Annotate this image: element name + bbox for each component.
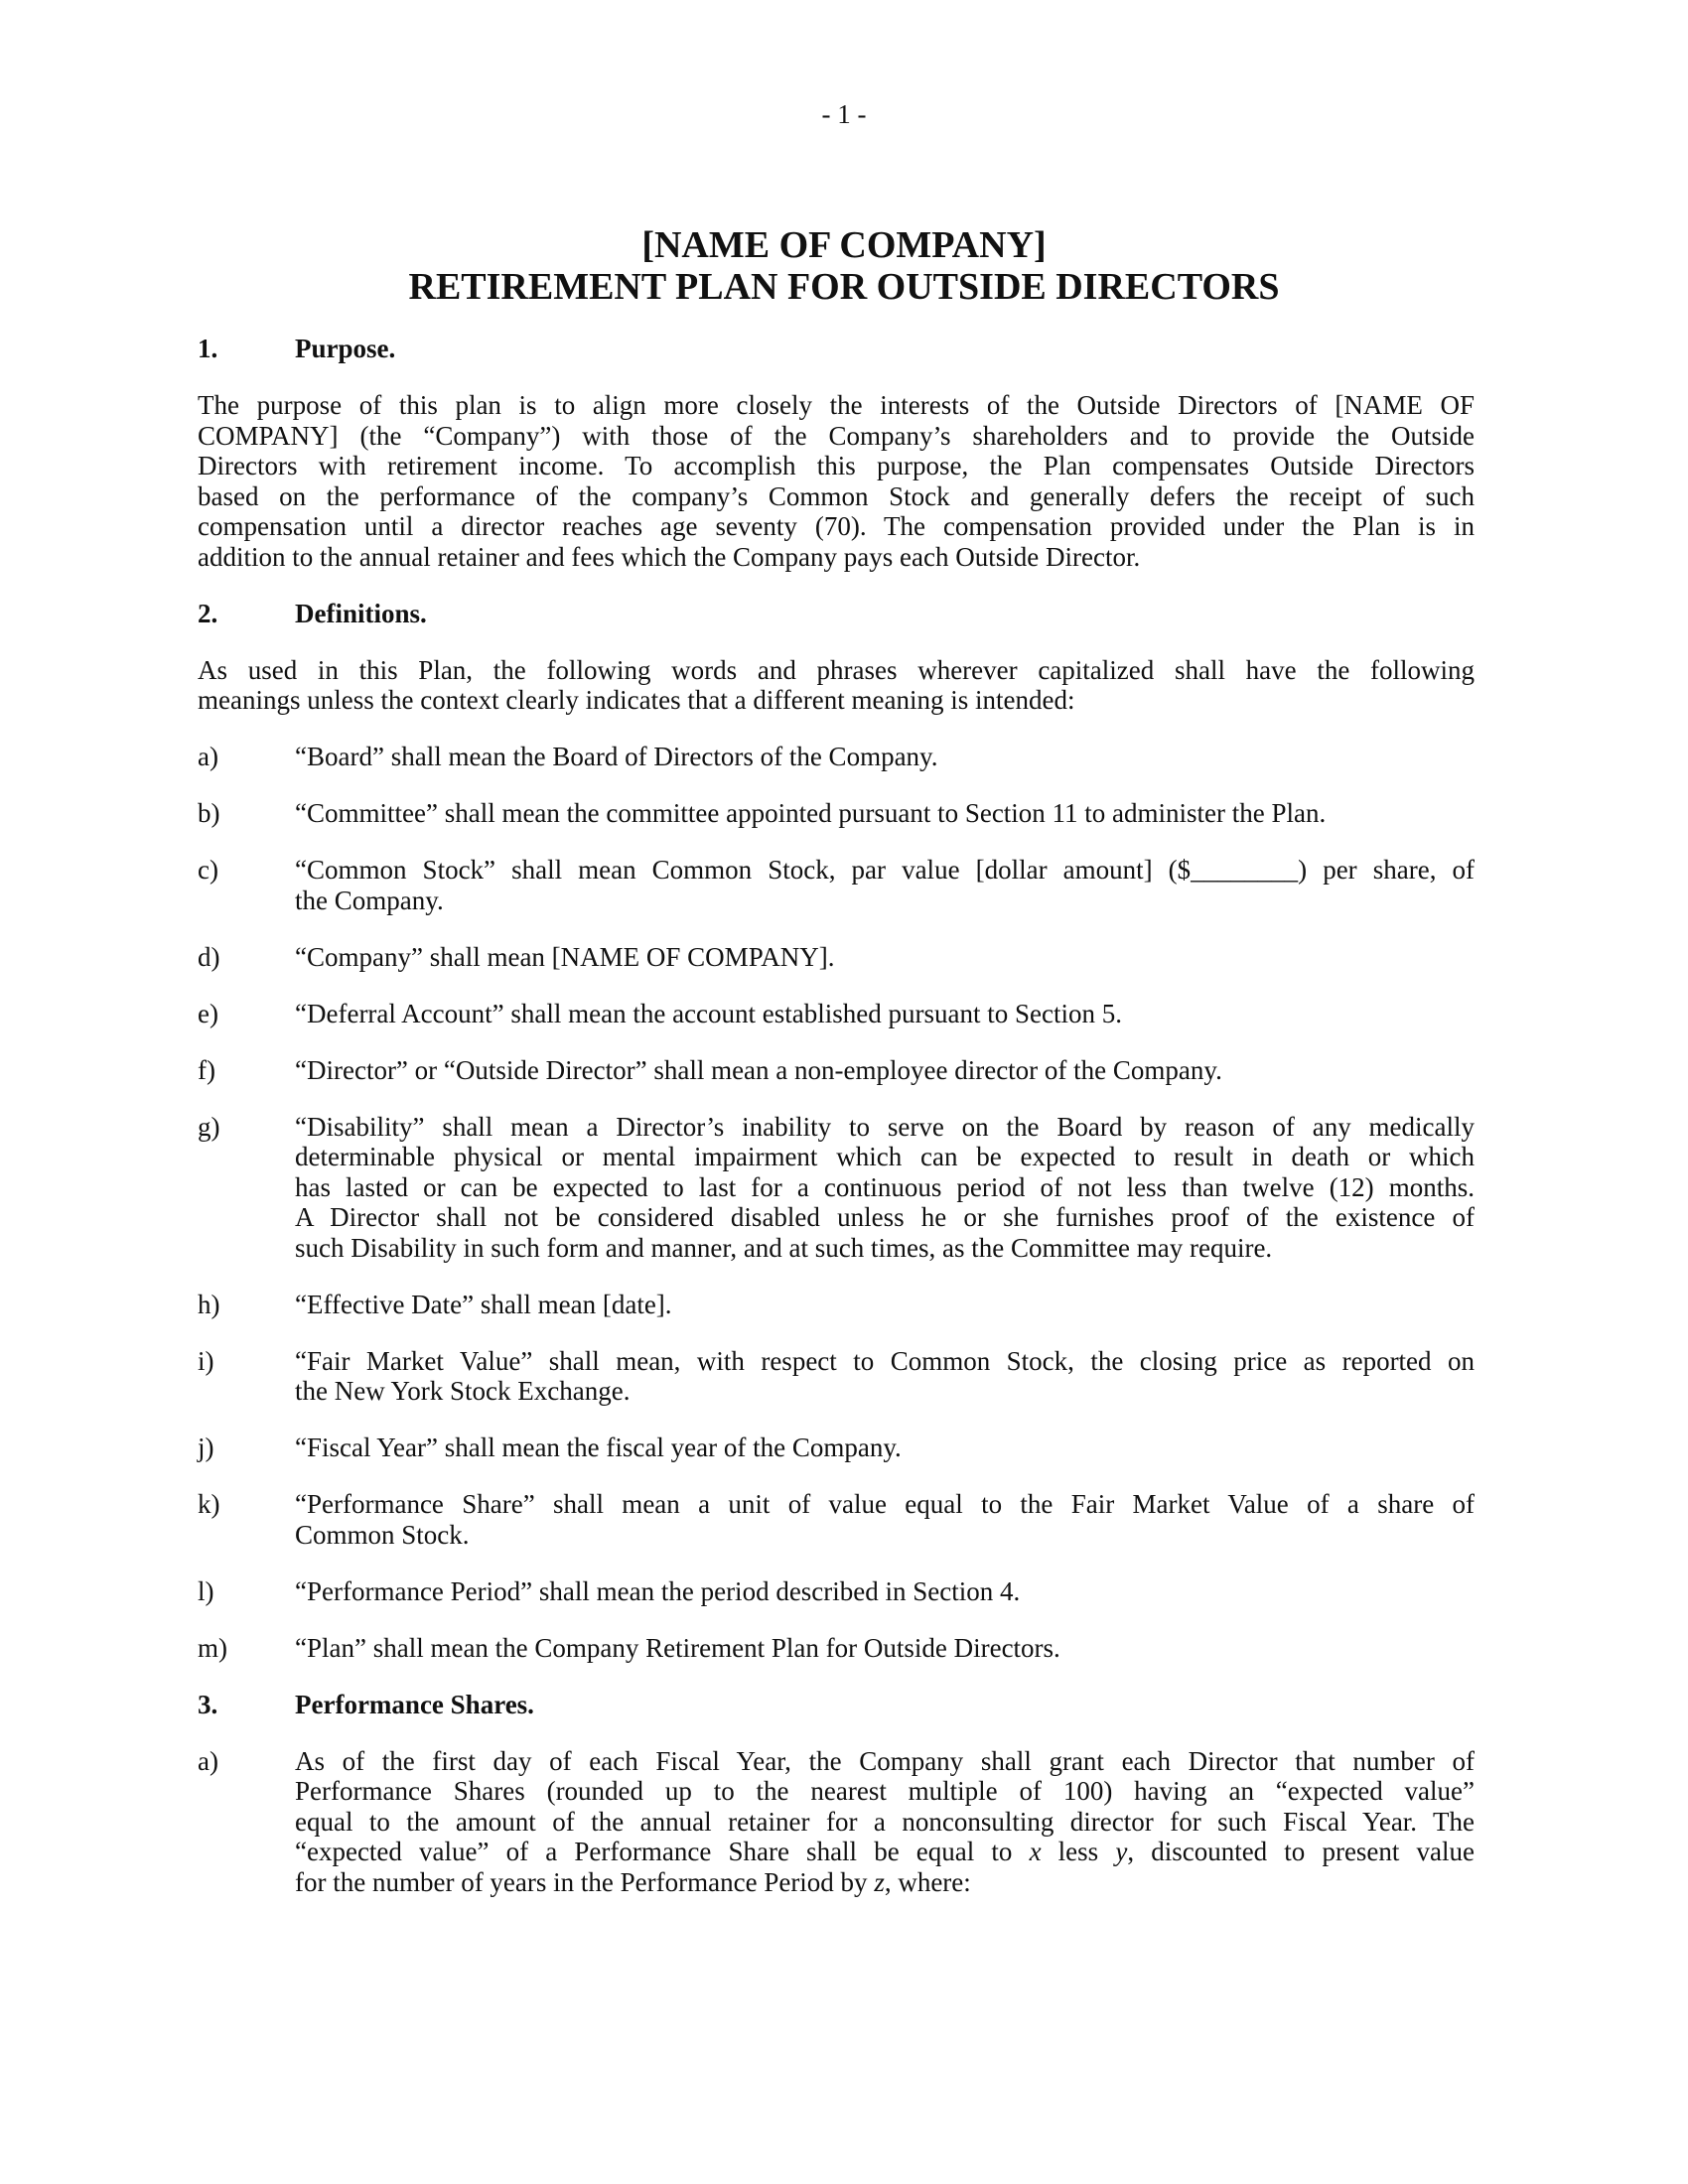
variable: x: [1029, 1837, 1042, 1866]
text-line: the New York Stock Exchange.: [295, 1376, 631, 1406]
text-line: compensation until a director reaches age seventy (70). The compensation provided under the Plan is in: [198, 511, 1475, 541]
text-lines: [295, 1346, 1475, 1407]
text-line: “Committee” shall mean the committee appointed pursuant to Section 11 to administer the Plan.: [295, 798, 1327, 828]
definition-item: [198, 1346, 1475, 1407]
text-line: based on the performance of the company’s Common Stock and generally defers the receipt of such: [198, 480, 1475, 511]
definition-item: [198, 1055, 1475, 1086]
text-line: such Disability in such form and manner, and at such times, as the Committee may require.: [295, 1232, 1273, 1263]
text-line: A Director shall not be considered disabled unless he or she furnishes proof of the existence of: [295, 1202, 1475, 1232]
text-line: “Plan” shall mean the Company Retirement Plan for Outside Directors.: [295, 1632, 1060, 1663]
item-label: b): [198, 798, 220, 828]
text-lines: [295, 798, 1475, 829]
section-title: Performance Shares.: [295, 1689, 534, 1719]
item-label: d): [198, 941, 220, 972]
text-lines: [198, 655, 1475, 716]
text-lines: [295, 1290, 1475, 1320]
definition-item: [198, 1746, 1475, 1898]
section-heading: [198, 599, 1475, 629]
text-lines: [295, 1576, 1475, 1607]
section-number: 3.: [198, 1689, 218, 1719]
text-line: equal to the amount of the annual retainer for a nonconsulting director for such Fiscal Year. The: [295, 1806, 1475, 1837]
text-line: has lasted or can be expected to last for a continuous period of not less than twelve (12) months.: [295, 1171, 1475, 1202]
text-line: “Deferral Account” shall mean the account established pursuant to Section 5.: [295, 998, 1122, 1028]
text-line: “Performance Period” shall mean the period described in Section 4.: [295, 1575, 1021, 1606]
item-label: f): [198, 1054, 215, 1085]
item-label: j): [198, 1433, 214, 1462]
text-line: the Company.: [295, 885, 444, 915]
text-line: addition to the annual retainer and fees which the Company pays each Outside Director.: [198, 541, 1141, 572]
text-line: [295, 1867, 1475, 1898]
text-lines: [295, 942, 1475, 973]
item-label: i): [198, 1345, 214, 1376]
text-line: As used in this Plan, the following words and phrases wherever capitalized shall have the following: [198, 654, 1475, 685]
definition-item: [198, 1112, 1475, 1264]
item-label: c): [198, 855, 218, 885]
definition-item: [198, 1290, 1475, 1320]
text-lines: [295, 1055, 1475, 1086]
item-label: a): [198, 742, 218, 771]
text-segment: , where:: [884, 1866, 971, 1897]
text-lines: [295, 1489, 1475, 1550]
item-label: h): [198, 1289, 220, 1319]
text-lines: [198, 390, 1475, 572]
text-segment: , discounted to present value: [1127, 1837, 1476, 1866]
section-title: Definitions.: [295, 598, 427, 628]
variable: z: [874, 1866, 885, 1897]
text-lines: [295, 999, 1475, 1029]
text-line: “Company” shall mean [NAME OF COMPANY].: [295, 941, 835, 972]
document-title: [0, 224, 1688, 308]
text-lines: [295, 1433, 1475, 1463]
text-segment: for the number of years in the Performance Period by: [295, 1866, 875, 1897]
item-label: g): [198, 1111, 220, 1142]
item-label: l): [198, 1575, 214, 1606]
title-company-name: [NAME OF COMPANY]: [641, 224, 1047, 266]
section-number: 2.: [198, 598, 218, 628]
definition-item: [198, 1433, 1475, 1463]
item-label: k): [198, 1489, 220, 1519]
item-label: a): [198, 1745, 218, 1776]
item-label: e): [198, 998, 218, 1028]
text-line: meanings unless the context clearly indicates that a different meaning is intended:: [198, 685, 1075, 715]
section-number: 1.: [198, 334, 218, 363]
text-line: [295, 1837, 1475, 1867]
definition-item: [198, 1489, 1475, 1550]
section-heading: [198, 334, 1475, 364]
text-line: “Common Stock” shall mean Common Stock, par value [dollar amount] ($________) per share, of: [295, 855, 1475, 885]
text-line: COMPANY] (the “Company”) with those of the Company’s shareholders and to provide the Outside: [198, 420, 1475, 451]
text-line: “Performance Share” shall mean a unit of value equal to the Fair Market Value of a share of: [295, 1489, 1475, 1519]
text-line: “Fiscal Year” shall mean the fiscal year of the Company.: [295, 1433, 902, 1462]
page-number: - 1 -: [821, 99, 867, 129]
definition-item: [198, 999, 1475, 1029]
text-line: As of the first day of each Fiscal Year, the Company shall grant each Director that number of: [295, 1745, 1475, 1776]
definition-item: [198, 1576, 1475, 1607]
text-line: Common Stock.: [295, 1519, 470, 1550]
definition-item: [198, 1633, 1475, 1664]
document-body: [198, 334, 1475, 1924]
text-lines: [295, 1112, 1475, 1264]
text-lines: [295, 1746, 1475, 1898]
title-plan-name: RETIREMENT PLAN FOR OUTSIDE DIRECTORS: [408, 266, 1280, 308]
text-segment: less: [1041, 1837, 1116, 1866]
definition-item: [198, 742, 1475, 772]
text-line: Performance Shares (rounded up to the nearest multiple of 100) having an “expected value”: [295, 1776, 1475, 1806]
definition-item: [198, 942, 1475, 973]
item-label: m): [198, 1632, 227, 1663]
text-lines: [295, 1633, 1475, 1664]
text-line: “Director” or “Outside Director” shall mean a non-employee director of the Company.: [295, 1054, 1222, 1085]
paragraph: [198, 655, 1475, 716]
definition-item: [198, 798, 1475, 829]
text-lines: [295, 742, 1475, 772]
variable: y: [1115, 1837, 1128, 1866]
section-title: Purpose.: [295, 334, 396, 363]
definition-item: [198, 855, 1475, 915]
text-line: The purpose of this plan is to align more closely the interests of the Outside Directors of [NAME OF: [198, 390, 1475, 420]
text-lines: [295, 855, 1475, 915]
text-segment: “expected value” of a Performance Share shall be equal to: [295, 1837, 1030, 1866]
text-line: “Fair Market Value” shall mean, with respect to Common Stock, the closing price as reported on: [295, 1345, 1475, 1376]
section-heading: [198, 1690, 1475, 1720]
text-line: determinable physical or mental impairment which can be expected to result in death or which: [295, 1142, 1475, 1171]
text-line: “Disability” shall mean a Director’s inability to serve on the Board by reason of any medically: [295, 1111, 1475, 1142]
text-line: “Board” shall mean the Board of Directors of the Company.: [295, 742, 938, 771]
paragraph: [198, 390, 1475, 572]
text-line: Directors with retirement income. To accomplish this purpose, the Plan compensates Outside Directors: [198, 451, 1475, 480]
text-line: “Effective Date” shall mean [date].: [295, 1289, 672, 1319]
